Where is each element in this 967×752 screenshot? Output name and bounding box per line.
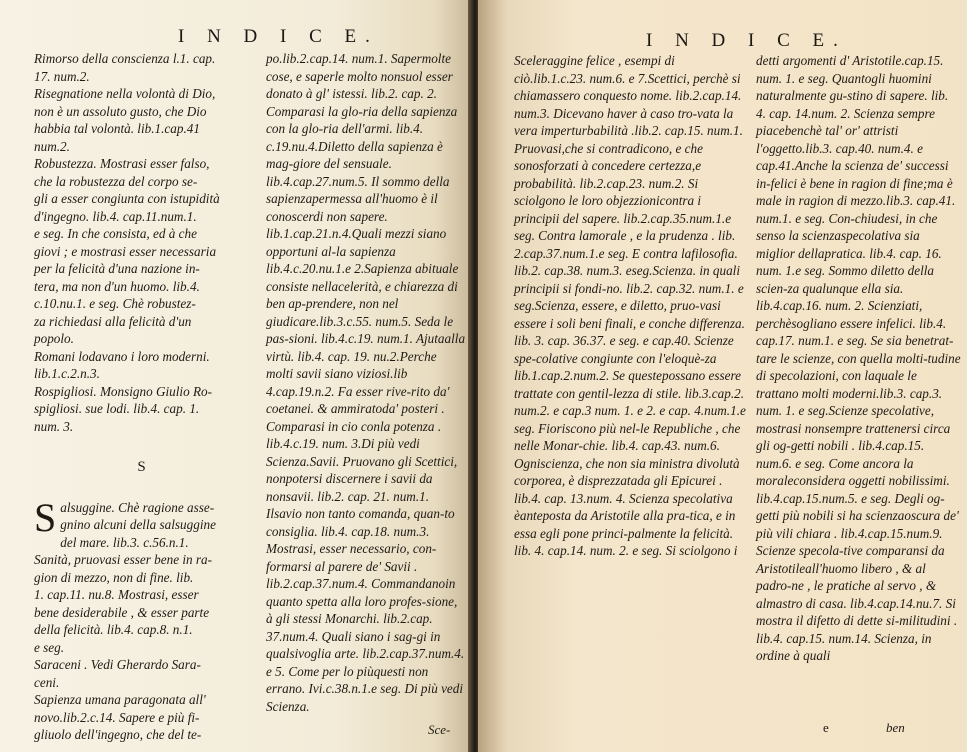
index-line: gli a esser congiunta con istupidità bbox=[34, 191, 220, 206]
index-line: del mare. lib.3. c.56.n.1. bbox=[60, 534, 189, 550]
index-line: palmente la felicità. lib. 4. cap. bbox=[514, 525, 734, 558]
index-line: Scienze specolative, mostrasi non bbox=[756, 403, 934, 436]
left-column-2 bbox=[266, 50, 466, 715]
index-line: potersi discernere i savii da non bbox=[266, 471, 433, 504]
index-line: cap.15.num.9. Scienze specola- bbox=[756, 525, 943, 558]
index-line: e seg. Sommo diletto della scien- bbox=[756, 263, 935, 296]
index-line: e probabilità. lib.2.cap.23. num. bbox=[514, 158, 702, 191]
index-line: 6. e seg. Come ancora la morale bbox=[756, 455, 914, 488]
index-line: la sapienza lib.4.c.20.nu.1.e 2. bbox=[266, 243, 396, 276]
index-line: 37.num.4. e 5. Come per lo più bbox=[266, 646, 465, 679]
index-line: giovi ; e mostrasi esser necessaria bbox=[34, 243, 217, 259]
index-line: 17. num.2. bbox=[34, 68, 90, 84]
index-line: lib.3. cap.41. num.1. e seg. Con- bbox=[756, 193, 956, 226]
index-line: za lib.1.cap.2.num.2. Se queste bbox=[514, 350, 717, 383]
index-line: possano essere trattate con gentil- bbox=[514, 368, 741, 401]
index-line: gion di mezzo, non di fine. lib. bbox=[34, 569, 194, 585]
index-entry bbox=[34, 691, 249, 744]
index-line: considera oggetti nobilissimi. lib. bbox=[756, 473, 950, 506]
index-line: d'ingegno. lib.4. cap.11.num.1. bbox=[34, 208, 197, 224]
right-column-2 bbox=[756, 52, 961, 665]
index-line: lib.2. cap.15. num.1. Pruovasi, bbox=[514, 123, 743, 156]
index-line: getti nobili . lib.4.cap.15. num. bbox=[756, 438, 925, 471]
index-line: morale , e la prudenza . lib. 2. bbox=[514, 228, 736, 261]
index-line: vasi essere i soli beni finali, e con bbox=[514, 298, 721, 331]
index-line: alla virtù. lib.4. cap. 19. nu.2. bbox=[266, 331, 466, 364]
index-line: giore del sensuale. lib.4.cap.27. bbox=[266, 156, 392, 189]
index-line: Perche molti savii siano viziosi. bbox=[266, 348, 437, 381]
index-entry bbox=[34, 155, 249, 348]
index-line: stino di sapere. lib. 4. cap. 14. bbox=[756, 88, 949, 121]
index-line: Rimorso della conscienza l.1. cap. bbox=[34, 51, 216, 66]
index-line: felici è bene in ragion di fine; bbox=[770, 175, 928, 191]
index-line: lezza di stile. lib.3.cap.2. num. bbox=[514, 385, 745, 418]
index-line: specolativa sia miglior della bbox=[756, 228, 920, 261]
index-line: gliuolo dell'ingegno, che del te- bbox=[34, 727, 202, 742]
index-line: bene desiderabile , & esser parte bbox=[34, 604, 210, 620]
index-line: anteposta da Aristotile alla pra- bbox=[519, 508, 690, 523]
index-line: questo nome. lib.2.cap.14. num. bbox=[514, 88, 742, 121]
index-line: sforzati à concedere certezza, bbox=[538, 158, 696, 173]
index-line: chiudesi, in che senso la scienza bbox=[756, 210, 938, 243]
index-line: colative congiunte con l'eloquè- bbox=[535, 350, 705, 366]
index-line: da gli Epicurei . lib.4. cap. 13. bbox=[514, 473, 723, 506]
index-line: della felicità. lib.4. cap.8. n.1. bbox=[34, 622, 193, 637]
index-line: seg. bbox=[631, 263, 653, 278]
index-line: detti argomenti d' Aristotile. bbox=[756, 53, 905, 68]
left-page bbox=[0, 0, 472, 752]
index-line: che la robustezza del corpo se- bbox=[34, 173, 198, 189]
index-line: 2. Si sciolgono le loro objezzioni bbox=[514, 175, 699, 208]
index-line: formarsi al parere de' Savii . lib. bbox=[266, 558, 418, 591]
index-line: 2.cap.37.num.4. Commandano bbox=[283, 576, 446, 591]
index-line: lib.1.c.2.n.3. bbox=[34, 366, 100, 381]
index-line: questi non errano. Ivi.c.38.n.1. bbox=[266, 663, 429, 696]
index-line: Saraceni . Vedi Gherardo Sara- bbox=[34, 657, 201, 672]
index-line: tera, ma non d'un huomo. lib.4. bbox=[34, 278, 200, 294]
index-line: savii. lib.2. cap. 21. num.1. Il bbox=[266, 488, 430, 521]
index-line: la potenza . lib.4.c.19. num. 3. bbox=[266, 418, 442, 451]
drop-cap: S bbox=[34, 494, 57, 540]
index-line: 14. num. 2. e seg. Si sciolgono i bbox=[570, 543, 738, 558]
index-line: savio non tanto comanda, quan- bbox=[274, 506, 445, 521]
index-line: suol esser donato à gl' istessi. lib. bbox=[266, 68, 453, 101]
index-line: Rospigliosi. Monsigno Giulio Ro- bbox=[34, 383, 213, 399]
index-line: Risegnatione nella volontà di Dio, bbox=[34, 86, 216, 101]
index-entry bbox=[34, 551, 249, 656]
index-line: prendere, non nel giudicare. bbox=[266, 296, 399, 329]
catchword-right: ben bbox=[886, 720, 905, 735]
index-line: tica, e in essa egli pone princi- bbox=[514, 508, 736, 541]
index-line: Anche la scienza de' successi in- bbox=[756, 158, 949, 191]
index-line: ne , le pratiche al servo , & al bbox=[756, 578, 937, 611]
index-line: filosofia. lib.2. cap.38. num.3. e bbox=[514, 245, 738, 278]
index-line: Sceleraggine felice , esempi di ciò. bbox=[514, 53, 675, 86]
index-line: Scettici, perchè si chiamassero con bbox=[514, 70, 741, 103]
index-line: e seg. bbox=[34, 639, 65, 655]
index-line: za qualunque ella sia. lib.4.cap. bbox=[756, 280, 904, 313]
index-line: che si contradicono, e che sono bbox=[514, 140, 703, 173]
index-line: Savii. Pruovano gli Scettici, non bbox=[266, 453, 458, 486]
index-line: spigliosi. sue lodi. lib.4. cap. 1. bbox=[34, 401, 200, 416]
right-column-1 bbox=[514, 52, 746, 560]
index-line: all'huomo libero , & al padro- bbox=[756, 560, 926, 593]
index-line: gli huomini naturalmente gu- bbox=[756, 70, 932, 103]
index-line: gi in qualsivoglia arte. lib.2.cap. bbox=[266, 628, 441, 661]
index-entry bbox=[34, 85, 249, 155]
index-line: to consiglia. lib.4. cap.18. num. bbox=[266, 506, 455, 539]
index-entry bbox=[34, 50, 249, 85]
index-entry bbox=[34, 383, 249, 436]
index-line: ma è male in ragion di mezzo. bbox=[756, 175, 953, 208]
index-line: Scienza, essere, e diletto, pruo- bbox=[534, 298, 700, 313]
index-line: pratica. lib.4. cap. 16. num. 1. bbox=[756, 245, 942, 278]
index-line: celerità, e chiarezza di ben ap- bbox=[266, 278, 458, 311]
index-line: 14. Scienza, in ordine à quali bbox=[756, 630, 932, 663]
index-line: 7. Si mostra il difetto di dette si- bbox=[756, 595, 956, 628]
index-line: benchè tal' or' attristi l'oggetto. bbox=[756, 123, 899, 156]
index-line: novo.lib.2.c.14. Sapere e più fi- bbox=[34, 709, 200, 725]
index-line: ria dell'armi. lib.4. c.19.nu.4. bbox=[266, 121, 424, 154]
index-line: non è un assoluto gusto, che Dio bbox=[34, 103, 207, 119]
index-line: cap. 37.num.4. Quali siano i sag- bbox=[266, 611, 433, 644]
index-line: ceni. bbox=[34, 674, 60, 690]
running-head-left: I N D I C E. bbox=[178, 26, 379, 47]
index-line: contra i principii del sapere. lib. bbox=[514, 193, 702, 226]
index-line: Sapienza abituale consiste nella bbox=[266, 261, 459, 294]
index-line: 4.cap.15.num.5. e seg. Degli og- bbox=[773, 490, 945, 506]
index-line: lib.1.c.23. num.6. e 7. bbox=[533, 70, 648, 86]
index-entries-s bbox=[34, 494, 249, 744]
index-line: no. lib.2. cap.32. num.1. e seg. bbox=[514, 280, 744, 313]
index-line: molte cose, e saperle molto non bbox=[266, 51, 451, 84]
index-line: oscura de' più vili chiara . lib.4. bbox=[756, 508, 959, 541]
index-line: po.lib.2.cap.14. num.1. Saper bbox=[266, 51, 422, 66]
index-line: lib 4.cap.19.n.2. Fa esser rive- bbox=[266, 366, 412, 399]
index-line: sogliano essere infelici. lib.4. cap. bbox=[756, 315, 947, 348]
index-line: habbia tal volontà. lib.1.cap.41 bbox=[34, 121, 200, 136]
index-line: Scienza. in quali principii si fondi- bbox=[514, 263, 741, 296]
index-line: 1. cap.11. nu.8. Mostrasi, esser bbox=[34, 587, 199, 602]
index-line: Romani lodavano i loro moderni. bbox=[34, 348, 210, 364]
index-line: num.2. bbox=[34, 138, 70, 154]
index-line: e seg. In che consista, ed à che bbox=[34, 226, 197, 241]
index-line: Di più vedi Scienza. bbox=[266, 436, 420, 469]
section-letter-s: S bbox=[137, 459, 146, 475]
index-entry bbox=[34, 656, 249, 691]
index-line: 16. num. 2. Scienziati, perchè bbox=[756, 298, 923, 331]
index-line: da' posteri . Comparasi in cio con bbox=[266, 401, 445, 434]
index-line: popolo. bbox=[34, 331, 74, 346]
index-line: per la felicità d'una nazione in- bbox=[34, 261, 200, 276]
index-line: che differenza. lib. 3. cap. 36. bbox=[514, 315, 745, 348]
index-line: 3. Dicevano haver à caso tro- bbox=[540, 105, 698, 121]
running-head-right: I N D I C E. bbox=[646, 30, 847, 51]
index-line: lib.3. cap.3. num. 1. e seg. bbox=[756, 385, 943, 418]
index-line: sione, à gli stessi Monarchi. lib.2. bbox=[266, 593, 458, 626]
index-line: Quali mezzi siano opportuni al- bbox=[266, 226, 447, 259]
index-line: 2.cap.35.num.1.e seg. Contra la bbox=[514, 210, 732, 243]
index-line: alsuggine. Chè ragione asse- bbox=[60, 499, 215, 515]
index-line: chie. lib.4. cap.43. num.6. Ogni bbox=[514, 438, 720, 471]
index-line: volutà corporea, è disprezzata bbox=[514, 455, 740, 488]
index-line: militudini . lib.4. cap.15. num. bbox=[756, 613, 958, 646]
index-line: tudine di specolazioni, con la bbox=[756, 350, 961, 383]
index-line: num.1.e seg. Fioriscono più nel- bbox=[514, 403, 746, 436]
index-line: scienza, che non sia ministra di bbox=[540, 455, 707, 471]
index-line: tare le scienze, con quella molti- bbox=[756, 350, 928, 366]
index-line: 2. cap. 2. Comparasi la glo- bbox=[266, 86, 437, 119]
index-line: e seg. Di più vedi Scienza. bbox=[266, 681, 464, 714]
index-entry bbox=[34, 494, 249, 552]
index-line: di non sapere. lib.1.cap.21.n.4. bbox=[266, 208, 388, 241]
index-line: sioni. lib.4.c.19. num.1. Ajuta bbox=[288, 331, 445, 346]
index-line: num.5. Il sommo della sapienza bbox=[266, 173, 450, 206]
index-line: cap.15. num. 1. e seg. Quanto bbox=[756, 53, 944, 86]
right-page bbox=[478, 0, 967, 752]
index-line: 3. Mostrasi, esser necessario, con- bbox=[266, 523, 437, 556]
index-line: 17. num.1. e seg. Se sia benetrat- bbox=[778, 333, 954, 348]
index-line: mastro di casa. lib.4.cap.14.nu. bbox=[766, 595, 933, 611]
left-column-1 bbox=[34, 50, 249, 744]
index-line: getti più nobili si ha scienza bbox=[756, 508, 905, 523]
index-line: rito da' coetanei. & ammirato bbox=[266, 383, 450, 416]
index-line: lib.3.c.55. num.5. Seda le pas- bbox=[266, 313, 454, 346]
index-line: 2. e cap.3 num. 1. e 2. e cap. 4. bbox=[540, 403, 705, 418]
index-line: sempre trattenersi circa gli og- bbox=[756, 420, 951, 453]
index-line: quale le trattano molti moderni. bbox=[756, 368, 917, 401]
index-line: Sapienza umana paragonata all' bbox=[34, 692, 206, 707]
index-line: num. 2. Scienza sempre piace bbox=[756, 105, 935, 138]
index-line: tive comparansi da Aristotile bbox=[756, 543, 945, 576]
index-line: permessa all'huomo è il conoscer bbox=[266, 191, 438, 224]
index-line: cap.37.num.1.e seg. E contra la bbox=[523, 245, 692, 261]
catchword-left: Sce- bbox=[428, 722, 451, 737]
index-line: in quanto spetta alla loro profes- bbox=[266, 576, 456, 609]
index-entries-r bbox=[34, 50, 249, 435]
index-line: Robustezza. Mostrasi esser falso, bbox=[34, 156, 210, 171]
index-line: le Republiche , che nelle Monar- bbox=[514, 420, 741, 453]
index-line: 37. e seg. e cap.40. Scienze spe- bbox=[514, 333, 734, 366]
index-line: lib.3. cap.40. num.4. e cap.41. bbox=[756, 140, 923, 173]
index-line: Sanità, pruovasi esser bene in ra- bbox=[34, 552, 213, 567]
index-line: Diletto della sapienza è mag- bbox=[266, 138, 443, 171]
index-line: num. 4. Scienza specolativa è bbox=[514, 490, 733, 523]
index-line: num. 3. bbox=[34, 418, 74, 434]
index-line: c.10.nu.1. e seg. Chè robustez- bbox=[34, 296, 196, 311]
index-line: vata la vera imperturbabilità . bbox=[514, 105, 734, 138]
index-line: ria della sapienza con la glo- bbox=[266, 103, 458, 136]
index-entry bbox=[34, 348, 249, 383]
index-line: gnino alcuni della salsuggine bbox=[60, 517, 216, 532]
index-line: za richiedasi alla felicità d'un bbox=[34, 313, 192, 329]
signature-mark: e bbox=[823, 720, 829, 735]
